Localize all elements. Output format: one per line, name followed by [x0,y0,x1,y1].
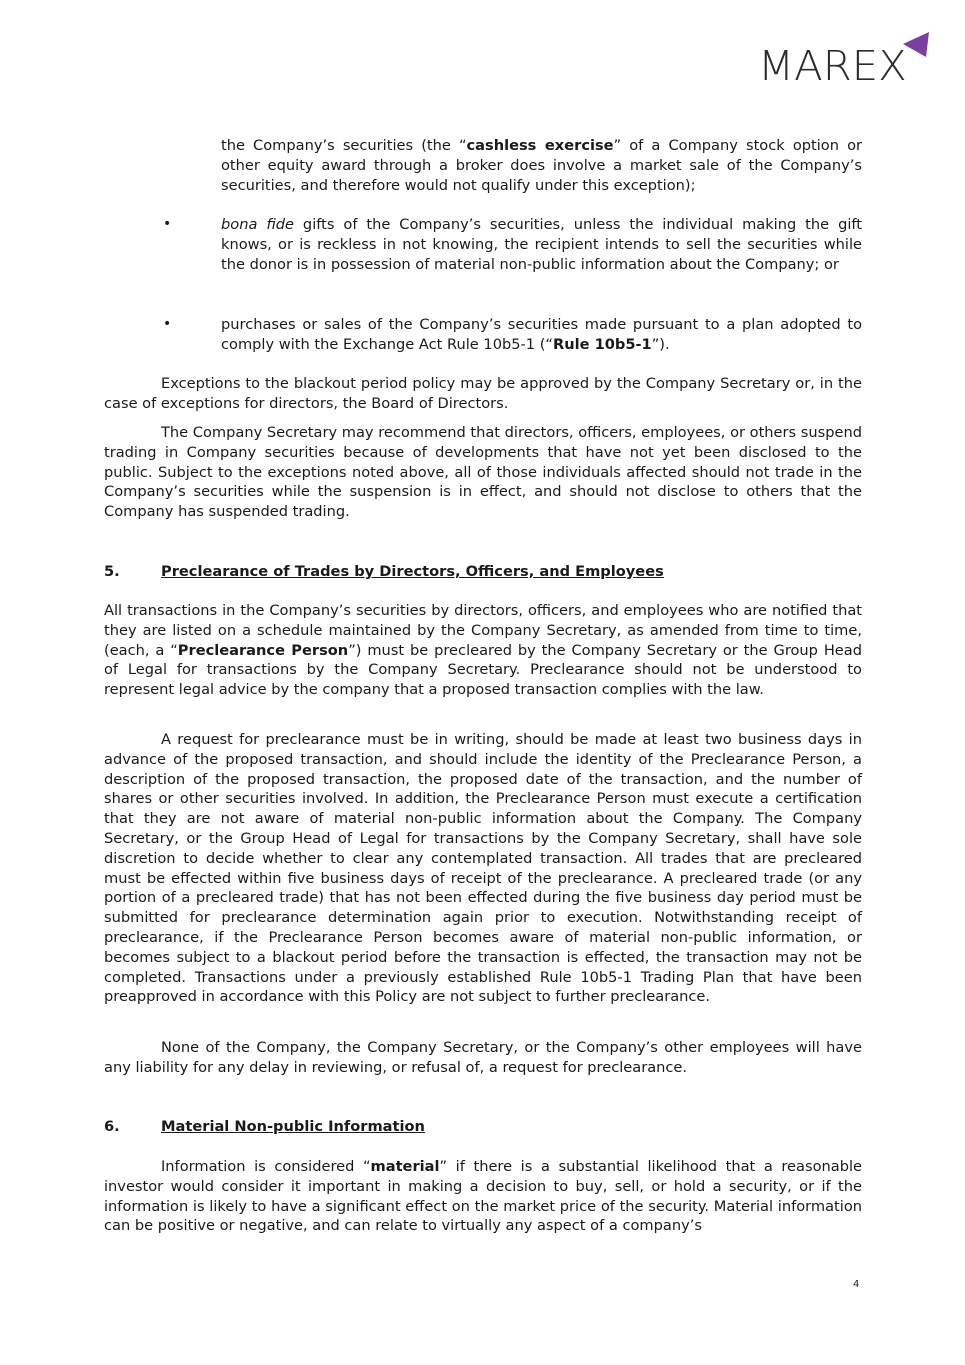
material-information-paragraph: Information is considered “material” if there is a substantial likelihood that a reasonable investor would consider it important in making a decision to buy, sell, or hold a security, or if the information is likely to have a significant effect on the market price of the security. Material information can be positive or negative, and can relate to virtually any aspect of a company’s [104,1158,862,1235]
exceptions-paragraph: Exceptions to the blackout period policy may be approved by the Company Secretary or, in the case of exceptions for directors, the Board of Directors. [104,375,862,412]
section-title: Preclearance of Trades by Directors, Officers, and Employees [161,563,664,580]
section-number: 6. [104,1118,120,1135]
section-title: Material Non-public Information [161,1118,425,1135]
preclearance-paragraph-3: None of the Company, the Company Secretary, or the Company’s other employees will have any liability for any delay in reviewing, or refusal of, a request for preclearance. [104,1039,862,1076]
bullet-gifts: bona fide gifts of the Company’s securities, unless the individual making the gift knows, or is reckless in not knowing, the recipient intends to sell the securities while the donor is in possession of material non-public information about the Company; or [221,216,862,273]
continued-exception-text: the Company’s securities (the “cashless exercise” of a Company stock option or other equity award through a broker does involve a market sale of the Company’s securities, and therefore would not qualify under this exception); [221,137,862,194]
bullet-rule-10b5-1: purchases or sales of the Company’s securities made pursuant to a plan adopted to comply with the Exchange Act Rule 10b5-1 (“Rule 10b5-1”). [221,316,862,353]
section-number: 5. [104,563,120,580]
bullet-marker: • [163,216,172,232]
section-5-heading [104,562,664,582]
bullet-marker: • [163,316,172,332]
page-number: 4 [853,1279,860,1290]
suspend-trading-paragraph: The Company Secretary may recommend that directors, officers, employees, or others suspend trading in Company securities because of developments that have not yet been disclosed to the public. Subject to the exceptions noted above, all of those individuals affected should not trade in the Company’s securities while the suspension is in effect, and should not disclose to others that the Company has suspended trading. [104,424,862,521]
marex-logo [758,30,933,90]
section-6-heading [104,1117,425,1137]
preclearance-paragraph-1: All transactions in the Company’s securities by directors, officers, and employees who are notified that they are listed on a schedule maintained by the Company Secretary, as amended from time to time, (each, a “Preclearance Person”) must be precleared by the Company Secretary or the Group Head of Legal for transactions by the Company Secretary. Preclearance should not be understood to represent legal advice by the company that a proposed transaction complies with the law. [104,602,862,699]
logo-accent-icon [758,30,933,90]
logo-wordmark: MAREX [758,42,907,90]
preclearance-paragraph-2: A request for preclearance must be in writing, should be made at least two business days in advance of the proposed transaction, and should include the identity of the Preclearance Person, a description of the proposed transaction, the proposed date of the transaction, and the number of shares or other securities involved. In addition, the Preclearance Person must execute a certification that they are not aware of material non-public information about the Company. The Company Secretary, or the Group Head of Legal for transactions by the Company Secretary, shall have sole discretion to decide whether to clear any contemplated transaction. All trades that are precleared must be effected within five business days of receipt of the preclearance. A precleared trade (or any portion of a precleared trade) that has not been effected during the five business day period must be submitted for preclearance determination again prior to execution. Notwithstanding receipt of preclearance, if the Preclearance Person becomes aware of material non-public information, or becomes subject to a blackout period before the transaction is effected, the transaction may not be completed. Transactions under a previously established Rule 10b5-1 Trading Plan that have been preapproved in accordance with this Policy are not subject to further preclearance. [104,731,862,1006]
